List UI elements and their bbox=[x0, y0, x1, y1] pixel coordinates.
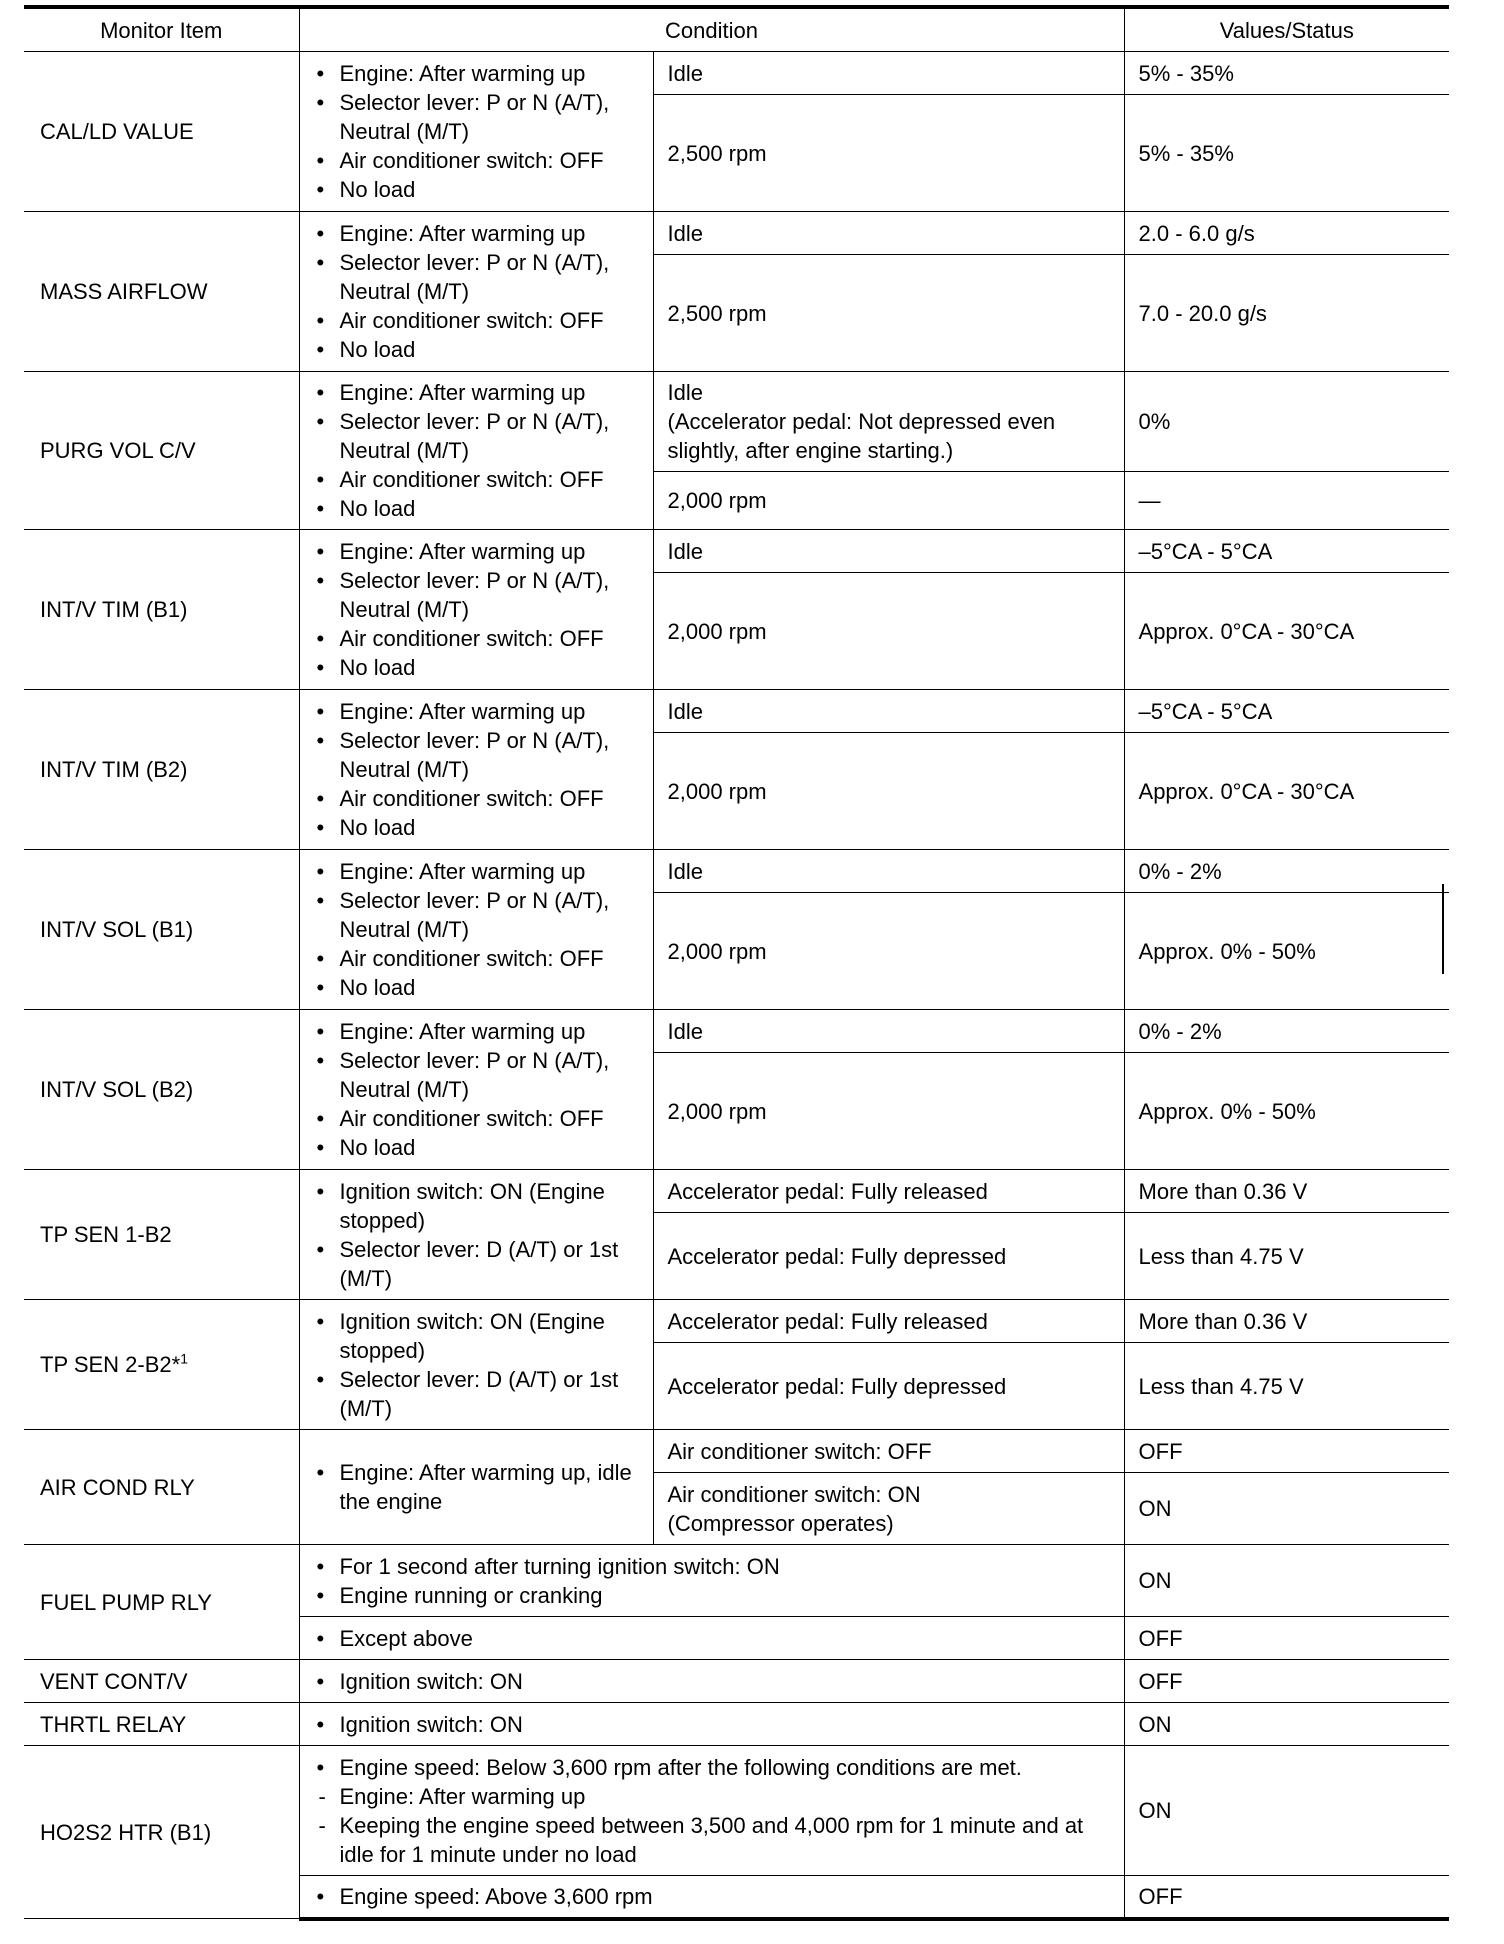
condition-cell bbox=[299, 1876, 1124, 1919]
value-status-cell: Less than 4.75 V bbox=[1124, 1213, 1449, 1300]
condition-cell bbox=[299, 530, 653, 690]
monitor-item-cell bbox=[24, 52, 299, 212]
condition-bullet: • No load bbox=[314, 335, 639, 364]
monitor-item-cell bbox=[24, 1660, 299, 1703]
condition-bullet: • Air conditioner switch: OFF bbox=[314, 465, 639, 494]
condition-bullet: • Ignition switch: ON bbox=[314, 1667, 1110, 1696]
monitor-item-cell bbox=[24, 1746, 299, 1919]
sub-condition-text: Idle bbox=[667, 698, 703, 724]
value-status-cell: Approx. 0°CA - 30°CA bbox=[1124, 573, 1449, 690]
condition-list bbox=[314, 1177, 639, 1293]
monitor-item-name: THRTL RELAY bbox=[40, 1711, 187, 1737]
sub-condition-text: Accelerator pedal: Fully depressed bbox=[667, 1373, 1007, 1399]
sub-condition-text: Idle bbox=[667, 220, 703, 246]
table-row bbox=[24, 1010, 1449, 1053]
condition-bullet: • Engine: After warming up bbox=[314, 1017, 639, 1046]
sub-condition-text: 2,000 rpm bbox=[667, 618, 767, 644]
condition-bullet: • Air conditioner switch: OFF bbox=[314, 306, 639, 335]
condition-bullet: • No load bbox=[314, 653, 639, 682]
value-status-cell: ON bbox=[1124, 1703, 1449, 1746]
condition-cell bbox=[299, 1170, 653, 1300]
condition-bullet: • Engine speed: Above 3,600 rpm bbox=[314, 1882, 1110, 1911]
value-status-cell: — bbox=[1124, 472, 1449, 530]
value-status-cell: –5°CA - 5°CA bbox=[1124, 530, 1449, 573]
value-status-cell: 0% - 2% bbox=[1124, 850, 1449, 893]
condition-cell bbox=[299, 1746, 1124, 1876]
monitor-item-name: INT/V SOL (B2) bbox=[40, 1077, 194, 1102]
condition-list bbox=[314, 1667, 1110, 1696]
condition-bullet: • Selector lever: P or N (A/T), Neutral (M/T) bbox=[314, 407, 639, 465]
table-row bbox=[24, 52, 1449, 95]
sub-condition-note: (Accelerator pedal: Not depressed even slightly, after engine starting.) bbox=[667, 409, 1056, 463]
value-status-cell: 2.0 - 6.0 g/s bbox=[1124, 212, 1449, 255]
condition-bullet: • Engine: After warming up bbox=[314, 59, 639, 88]
value-status-cell: ON bbox=[1124, 1545, 1449, 1617]
sub-condition-text: Idle bbox=[667, 858, 703, 884]
value-status-cell: 0% - 2% bbox=[1124, 1010, 1449, 1053]
condition-bullet: • No load bbox=[314, 1133, 639, 1162]
condition-bullet: • Ignition switch: ON (Engine stopped) bbox=[314, 1307, 639, 1365]
value-status-cell: ON bbox=[1124, 1746, 1449, 1876]
sub-condition-cell bbox=[653, 530, 1124, 573]
header-condition: Condition bbox=[299, 7, 1124, 52]
monitor-item-name: TP SEN 1-B2 bbox=[40, 1222, 172, 1247]
condition-bullet: • Engine speed: Below 3,600 rpm after the following conditions are met. bbox=[314, 1753, 1110, 1782]
sub-condition-cell bbox=[653, 372, 1124, 472]
value-status-cell: Approx. 0% - 50% bbox=[1124, 893, 1449, 1010]
sub-condition-cell bbox=[653, 212, 1124, 255]
table-row bbox=[24, 1545, 1449, 1617]
condition-bullet: • Selector lever: P or N (A/T), Neutral (M/T) bbox=[314, 1046, 639, 1104]
sub-condition-cell bbox=[653, 850, 1124, 893]
sub-condition-cell bbox=[653, 1473, 1124, 1545]
sub-condition-text: 2,000 rpm bbox=[667, 778, 767, 804]
sub-condition-text: Idle bbox=[667, 60, 703, 86]
sub-condition-cell bbox=[653, 733, 1124, 850]
value-status-cell: Approx. 0% - 50% bbox=[1124, 1053, 1449, 1170]
monitor-item-cell bbox=[24, 1430, 299, 1545]
condition-bullet: • Air conditioner switch: OFF bbox=[314, 784, 639, 813]
monitor-item-table bbox=[24, 5, 1449, 1921]
sub-condition-cell bbox=[653, 1300, 1124, 1343]
monitor-item-cell bbox=[24, 1170, 299, 1300]
condition-bullet: • Engine running or cranking bbox=[314, 1581, 1110, 1610]
value-status-cell: 5% - 35% bbox=[1124, 95, 1449, 212]
value-status-cell: –5°CA - 5°CA bbox=[1124, 690, 1449, 733]
condition-dash-item: - Engine: After warming up bbox=[314, 1782, 1110, 1811]
sub-condition-text: Accelerator pedal: Fully released bbox=[667, 1308, 988, 1334]
value-status-cell: OFF bbox=[1124, 1430, 1449, 1473]
table-row bbox=[24, 850, 1449, 893]
header-values-status: Values/Status bbox=[1124, 7, 1449, 52]
monitor-item-cell bbox=[24, 212, 299, 372]
monitor-item-name: VENT CONT/V bbox=[40, 1668, 188, 1694]
condition-list bbox=[314, 1458, 639, 1516]
monitor-item-cell bbox=[24, 1545, 299, 1660]
condition-list bbox=[314, 537, 639, 682]
condition-cell bbox=[299, 372, 653, 530]
sub-condition-text: 2,000 rpm bbox=[667, 488, 767, 513]
condition-bullet: • Engine: After warming up bbox=[314, 857, 639, 886]
condition-bullet: • Air conditioner switch: OFF bbox=[314, 146, 639, 175]
condition-bullet: • Selector lever: P or N (A/T), Neutral (M/T) bbox=[314, 726, 639, 784]
monitor-item-name: MASS AIRFLOW bbox=[40, 279, 208, 304]
table-row bbox=[24, 530, 1449, 573]
revision-mark bbox=[1442, 884, 1444, 974]
sub-condition-cell bbox=[653, 1010, 1124, 1053]
condition-bullet: • Selector lever: D (A/T) or 1st (M/T) bbox=[314, 1365, 639, 1423]
monitor-item-name: AIR COND RLY bbox=[40, 1474, 195, 1500]
condition-cell bbox=[299, 1545, 1124, 1617]
monitor-item-name: INT/V SOL (B1) bbox=[40, 917, 194, 942]
sub-condition-text: 2,000 rpm bbox=[667, 938, 767, 964]
condition-bullet: • Selector lever: D (A/T) or 1st (M/T) bbox=[314, 1235, 639, 1293]
condition-bullet: • Air conditioner switch: OFF bbox=[314, 624, 639, 653]
value-status-cell: Approx. 0°CA - 30°CA bbox=[1124, 733, 1449, 850]
monitor-item-name: HO2S2 HTR (B1) bbox=[40, 1819, 212, 1845]
sub-condition-text: 2,500 rpm bbox=[667, 300, 767, 326]
value-status-cell: More than 0.36 V bbox=[1124, 1170, 1449, 1213]
condition-cell bbox=[299, 850, 653, 1010]
sub-condition-cell bbox=[653, 1170, 1124, 1213]
value-status-cell: 5% - 35% bbox=[1124, 52, 1449, 95]
sub-condition-cell bbox=[653, 52, 1124, 95]
monitor-item-cell bbox=[24, 690, 299, 850]
table-row bbox=[24, 372, 1449, 472]
sub-condition-cell bbox=[653, 255, 1124, 372]
condition-bullet: • Engine: After warming up bbox=[314, 697, 639, 726]
condition-list bbox=[314, 1307, 639, 1423]
condition-list bbox=[314, 1710, 1110, 1739]
table-row bbox=[24, 212, 1449, 255]
sub-condition-cell bbox=[653, 1213, 1124, 1300]
value-status-cell: OFF bbox=[1124, 1617, 1449, 1660]
value-status-cell: 7.0 - 20.0 g/s bbox=[1124, 255, 1449, 372]
sub-condition-text: Air conditioner switch: ON bbox=[667, 1481, 921, 1507]
monitor-item-name: CAL/LD VALUE bbox=[40, 119, 194, 144]
monitor-item-name: INT/V TIM (B1) bbox=[40, 597, 188, 622]
condition-cell bbox=[299, 690, 653, 850]
sub-condition-cell bbox=[653, 573, 1124, 690]
condition-bullet: • Ignition switch: ON bbox=[314, 1710, 1110, 1739]
condition-bullet: • Selector lever: P or N (A/T), Neutral (M/T) bbox=[314, 248, 639, 306]
table-row bbox=[24, 1170, 1449, 1213]
condition-list bbox=[314, 1624, 1110, 1653]
sub-condition-cell bbox=[653, 893, 1124, 1010]
condition-bullet: • Selector lever: P or N (A/T), Neutral (M/T) bbox=[314, 886, 639, 944]
footnote-marker: 1 bbox=[180, 1350, 189, 1367]
condition-bullet: • Selector lever: P or N (A/T), Neutral (M/T) bbox=[314, 88, 639, 146]
value-status-cell: More than 0.36 V bbox=[1124, 1300, 1449, 1343]
condition-list bbox=[314, 1753, 1110, 1869]
condition-list bbox=[314, 219, 639, 364]
condition-dash-item: - Keeping the engine speed between 3,500 and 4,000 rpm for 1 minute and at idle for 1 minute under no load bbox=[314, 1811, 1110, 1869]
condition-bullet: • No load bbox=[314, 973, 639, 1002]
monitor-item-cell bbox=[24, 372, 299, 530]
condition-cell bbox=[299, 1703, 1124, 1746]
table-row bbox=[24, 1746, 1449, 1876]
table-row bbox=[24, 1430, 1449, 1473]
condition-bullet: • No load bbox=[314, 494, 639, 523]
sub-condition-text: Accelerator pedal: Fully released bbox=[667, 1178, 988, 1204]
sub-condition-text: Idle bbox=[667, 1018, 703, 1044]
monitor-item-name: FUEL PUMP RLY bbox=[40, 1589, 212, 1615]
condition-bullet: • Selector lever: P or N (A/T), Neutral (M/T) bbox=[314, 566, 639, 624]
monitor-item-cell bbox=[24, 850, 299, 1010]
condition-list bbox=[314, 1552, 1110, 1610]
sub-condition-text: Idle bbox=[667, 380, 703, 405]
monitor-item-name: INT/V TIM (B2) bbox=[40, 757, 188, 782]
sub-condition-cell bbox=[653, 95, 1124, 212]
monitor-item-name: TP SEN 2-B2* bbox=[40, 1352, 181, 1377]
condition-list bbox=[314, 378, 639, 523]
condition-bullet: • Engine: After warming up, idle the engine bbox=[314, 1458, 639, 1516]
value-status-cell: Less than 4.75 V bbox=[1124, 1343, 1449, 1430]
condition-cell bbox=[299, 1660, 1124, 1703]
table-row bbox=[24, 1703, 1449, 1746]
condition-list bbox=[314, 857, 639, 1002]
header-monitor-item: Monitor Item bbox=[24, 7, 299, 52]
condition-bullet: • No load bbox=[314, 813, 639, 842]
table-body bbox=[24, 7, 1449, 1919]
monitor-item-cell bbox=[24, 1010, 299, 1170]
condition-bullet: • Engine: After warming up bbox=[314, 219, 639, 248]
condition-list bbox=[314, 1882, 1110, 1911]
condition-bullet: • Except above bbox=[314, 1624, 1110, 1653]
condition-bullet: • Ignition switch: ON (Engine stopped) bbox=[314, 1177, 639, 1235]
sub-condition-cell bbox=[653, 1430, 1124, 1473]
condition-bullet: • Air conditioner switch: OFF bbox=[314, 1104, 639, 1133]
value-status-cell: OFF bbox=[1124, 1876, 1449, 1919]
condition-bullet: • Engine: After warming up bbox=[314, 378, 639, 407]
value-status-cell: OFF bbox=[1124, 1660, 1449, 1703]
sub-condition-cell bbox=[653, 472, 1124, 530]
sub-condition-text: Accelerator pedal: Fully depressed bbox=[667, 1243, 1007, 1269]
sub-condition-cell bbox=[653, 1343, 1124, 1430]
table-row bbox=[24, 1300, 1449, 1343]
condition-cell bbox=[299, 1430, 653, 1545]
header-row bbox=[24, 7, 1449, 52]
condition-bullet: • For 1 second after turning ignition switch: ON bbox=[314, 1552, 1110, 1581]
monitor-item-cell bbox=[24, 1300, 299, 1430]
condition-list bbox=[314, 697, 639, 842]
condition-bullet: • Air conditioner switch: OFF bbox=[314, 944, 639, 973]
sub-condition-text: 2,500 rpm bbox=[667, 140, 767, 166]
sub-condition-text: Air conditioner switch: OFF bbox=[667, 1438, 932, 1464]
table-row bbox=[24, 1660, 1449, 1703]
value-status-cell: 0% bbox=[1124, 372, 1449, 472]
value-status-cell: ON bbox=[1124, 1473, 1449, 1545]
monitor-item-name: PURG VOL C/V bbox=[40, 438, 196, 463]
condition-bullet: • Engine: After warming up bbox=[314, 537, 639, 566]
monitor-item-cell bbox=[24, 530, 299, 690]
sub-condition-text: Idle bbox=[667, 538, 703, 564]
condition-list bbox=[314, 59, 639, 204]
monitor-item-cell bbox=[24, 1703, 299, 1746]
sub-condition-cell bbox=[653, 690, 1124, 733]
condition-list bbox=[314, 1017, 639, 1162]
condition-cell bbox=[299, 1300, 653, 1430]
table-row bbox=[24, 690, 1449, 733]
sub-condition-cell bbox=[653, 1053, 1124, 1170]
condition-bullet: • No load bbox=[314, 175, 639, 204]
condition-cell bbox=[299, 1617, 1124, 1660]
condition-cell bbox=[299, 52, 653, 212]
sub-condition-text: 2,000 rpm bbox=[667, 1098, 767, 1124]
condition-cell bbox=[299, 212, 653, 372]
condition-cell bbox=[299, 1010, 653, 1170]
sub-condition-note: (Compressor operates) bbox=[667, 1510, 894, 1536]
